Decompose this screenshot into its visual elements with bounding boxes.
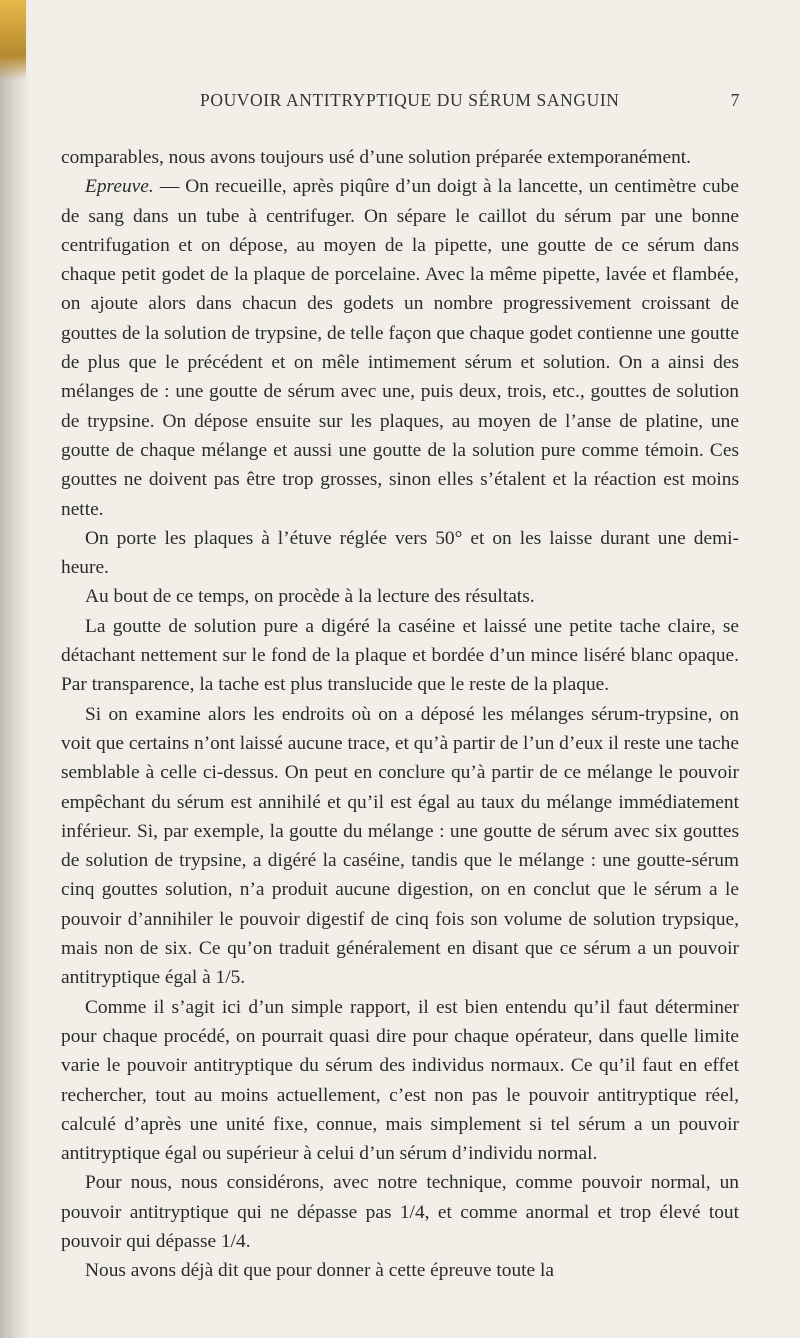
paragraph: Pour nous, nous considérons, avec notre technique, comme pouvoir normal, un pouvoir antitryptique qui ne dépasse pas 1/4, et comme anormal et trop élevé tout pouvoir qui dépasse 1/4. xyxy=(61,1172,739,1252)
paragraph: Nous avons déjà dit que pour donner à cette épreuve toute la xyxy=(85,1260,554,1282)
paragraph: On porte les plaques à l’étuve réglée vers 50° et on les laisse durant une demi-heure. xyxy=(61,527,739,579)
page-edge-shadow xyxy=(0,0,30,1338)
paragraph-epreuve xyxy=(61,172,739,524)
paragraph: La goutte de solution pure a digéré la caséine et laissé une petite tache claire, se détachant nettement sur le fond de la plaque et bordée d’un mince liséré blanc opaque. Par transparence, la tache est plus translucide que le reste de la plaque. xyxy=(61,615,739,696)
paragraph: Au bout de ce temps, on procède à la lecture des résultats. xyxy=(85,586,535,608)
paragraph-text: — On recueille, après piqûre d’un doigt à la lancette, un centimètre cube de sang dans un tube à centrifuger. On sépare le caillot du sérum par une bonne centrifugation et on dépose, au moyen de la pipette, une goutte de ce sérum dans chaque petit godet de la plaque de porcelaine. Avec la même pipette, lavée et flambée, on ajoute alors dans chacun des godets un nombre progressivement croissant de gouttes de la solution de trypsine, de telle façon que chaque godet contienne une goutte de plus que le précédent et on mêle intimement sérum et solution. On a ainsi des mélanges de : une goutte de sérum avec une, puis deux, trois, etc., gouttes de solution de trypsine. On dépose ensuite sur les plaques, au moyen de l’anse de platine, une goutte de chaque mélange et aussi une goutte de la solution pure comme témoin. Ces gouttes ne doivent pas être trop grosses, sinon elles s’étalent et la réaction est moins nette. xyxy=(61,176,739,520)
body-text xyxy=(61,143,739,1286)
paragraph: Comme il s’agit ici d’un simple rapport, il est bien entendu qu’il faut déterminer pour chaque procédé, on pourrait quasi dire pour chaque opérateur, dans quelle limite varie le pouvoir antitryptique du sérum des individus normaux. Ce qu’il faut en effet rechercher, tout au moins actuellement, c’est non pas le pouvoir antitryptique réel, calculé d’après une unité fixe, connue, mais simplement si tel sérum a un pouvoir antitryptique égal ou supérieur à celui d’un sérum d’individu normal. xyxy=(61,996,739,1165)
paragraph: comparables, nous avons toujours usé d’une solution préparée extemporanément. xyxy=(61,147,692,168)
running-title: POUVOIR ANTITRYPTIQUE DU SÉRUM SANGUIN xyxy=(200,90,620,110)
paragraph: Si on examine alors les endroits où on a déposé les mélanges sérum-trypsine, on voit que certains n’ont laissé aucune trace, et qu’à partir de l’un d’eux il reste une tache semblable à celle ci-dessus. On peut en conclure qu’à partir de ce mélange le pouvoir empêchant du sérum est annihilé et qu’il est égal au taux du mélange immédiatement inférieur. Si, par exemple, la goutte du mélange : une goutte de sérum avec six gouttes de solution de trypsine, a digéré la caséine, tandis que le mélange : une goutte-sérum cinq gouttes solution, n’a produit aucune digestion, on en conclut que le sérum a le pouvoir d’annihiler le pouvoir digestif de cinq fois son volume de solution trypsique, mais non de six. Ce qu’on traduit généralement en disant que ce sérum a un pouvoir antitryptique égal à 1/5. xyxy=(61,703,739,989)
page-corner-tab xyxy=(0,0,26,80)
epreuve-label: Epreuve. xyxy=(85,176,154,198)
page-number: 7 xyxy=(730,90,740,110)
